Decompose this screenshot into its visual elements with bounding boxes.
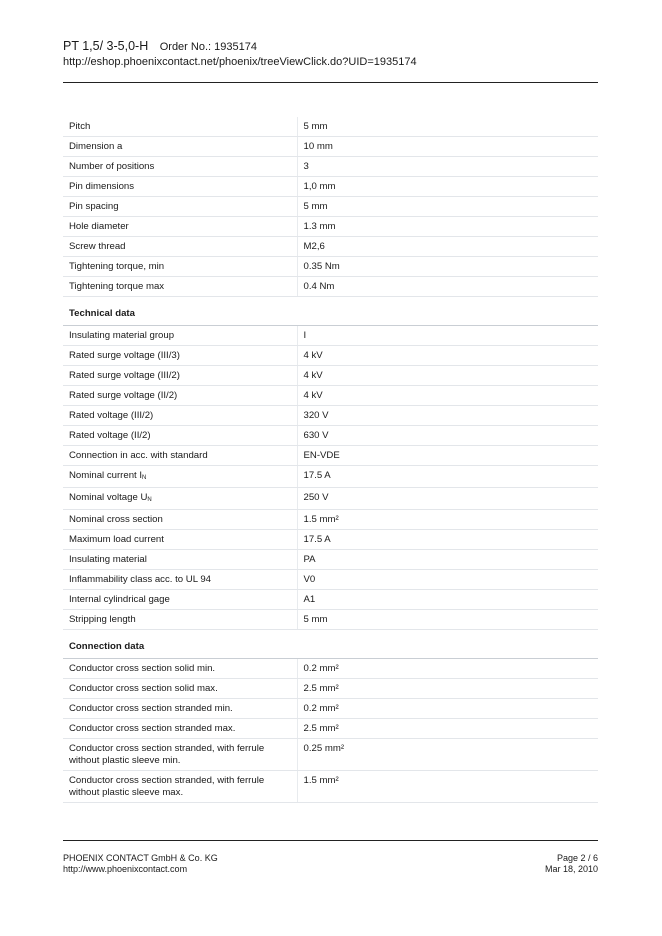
section-connection-data <box>63 630 598 659</box>
spec-label-cell <box>63 237 297 257</box>
spec-row <box>63 771 598 803</box>
company-name: PHOENIX CONTACT GmbH & Co. KG <box>63 853 218 863</box>
spec-row <box>63 217 598 237</box>
spec-label: Rated surge voltage (III/3) <box>69 350 180 361</box>
spec-value: M2,6 <box>297 237 598 257</box>
spec-label: Number of positions <box>69 161 155 172</box>
spec-label-cell <box>63 406 297 426</box>
spec-label-cell <box>63 257 297 277</box>
spec-label: Dimension a <box>69 141 123 152</box>
spec-label-cell <box>63 346 297 366</box>
spec-label-cell <box>63 771 297 803</box>
spec-label: Rated voltage (II/2) <box>69 430 151 441</box>
spec-label-cell <box>63 157 297 177</box>
spec-row <box>63 426 598 446</box>
order-number: Order No.: 1935174 <box>159 41 257 53</box>
spec-label-cell <box>63 366 297 386</box>
spec-label-cell <box>63 719 297 739</box>
spec-row <box>63 550 598 570</box>
spec-label: Screw thread <box>69 241 126 252</box>
spec-value: 4 kV <box>297 346 598 366</box>
spec-label-cell <box>63 466 297 488</box>
spec-label-cell <box>63 699 297 719</box>
spec-value: PA <box>297 550 598 570</box>
spec-label-subscript: N <box>147 497 152 503</box>
spec-label: Rated surge voltage (II/2) <box>69 390 178 401</box>
spec-label-cell <box>63 277 297 297</box>
spec-value: 17.5 A <box>297 466 598 488</box>
spec-label-cell <box>63 488 297 510</box>
spec-row <box>63 590 598 610</box>
spec-label: Tightening torque max <box>69 281 165 292</box>
product-name: PT 1,5/ 3-5,0-H <box>63 39 149 53</box>
spec-value: 1.5 mm² <box>297 771 598 803</box>
spec-label-cell <box>63 590 297 610</box>
spec-label: Tightening torque, min <box>69 261 165 272</box>
spec-row <box>63 679 598 699</box>
title-line <box>63 38 598 55</box>
spec-label: Stripping length <box>69 614 136 625</box>
spec-value: I <box>297 326 598 346</box>
company-website[interactable]: http://www.phoenixcontact.com <box>63 864 188 874</box>
spec-label: Maximum load current <box>69 534 164 545</box>
spec-value: 250 V <box>297 488 598 510</box>
spec-row <box>63 406 598 426</box>
page-header <box>63 38 598 70</box>
spec-value: 2.5 mm² <box>297 719 598 739</box>
spec-row <box>63 488 598 510</box>
spec-label: Connection in acc. with standard <box>69 450 208 461</box>
spec-value: 0.2 mm² <box>297 659 598 679</box>
spec-value: 0.35 Nm <box>297 257 598 277</box>
spec-label: Nominal voltage U <box>69 492 148 503</box>
spec-row <box>63 659 598 679</box>
spec-row <box>63 177 598 197</box>
spec-label: Pin dimensions <box>69 181 135 192</box>
spec-label-cell <box>63 386 297 406</box>
spec-row <box>63 257 598 277</box>
spec-row <box>63 570 598 590</box>
spec-row <box>63 510 598 530</box>
spec-label-subscript: N <box>142 475 147 481</box>
spec-label-cell <box>63 679 297 699</box>
spec-label: Insulating material <box>69 554 147 565</box>
spec-value: 1,0 mm <box>297 177 598 197</box>
spec-label-cell <box>63 550 297 570</box>
spec-row <box>63 137 598 157</box>
spec-label: Rated voltage (III/2) <box>69 410 154 421</box>
spec-label: Rated surge voltage (III/2) <box>69 370 180 381</box>
spec-label-cell <box>63 197 297 217</box>
print-date: Mar 18, 2010 <box>544 864 598 874</box>
spec-label-cell <box>63 117 297 137</box>
spec-label-cell <box>63 217 297 237</box>
spec-value: 5 mm <box>297 197 598 217</box>
spec-value: 630 V <box>297 426 598 446</box>
spec-label: Conductor cross section stranded max. <box>69 723 236 734</box>
spec-value: 5 mm <box>297 117 598 137</box>
spec-row <box>63 530 598 550</box>
spec-row <box>63 117 598 137</box>
spec-value: 17.5 A <box>297 530 598 550</box>
spec-row <box>63 366 598 386</box>
spec-label: Pitch <box>69 121 91 132</box>
spec-label-cell <box>63 610 297 630</box>
spec-label-cell <box>63 739 297 771</box>
spec-row <box>63 446 598 466</box>
spec-label: Conductor cross section solid max. <box>69 683 218 694</box>
spec-row <box>63 197 598 217</box>
spec-row <box>63 346 598 366</box>
spec-row <box>63 277 598 297</box>
spec-value: EN-VDE <box>297 446 598 466</box>
spec-value: 4 kV <box>297 386 598 406</box>
spec-label: Nominal current I <box>69 470 143 481</box>
spec-label: Conductor cross section stranded, with ferrule without plastic sleeve max. <box>69 775 265 798</box>
spec-row <box>63 610 598 630</box>
spec-label-cell <box>63 137 297 157</box>
spec-label-cell <box>63 570 297 590</box>
spec-label: Conductor cross section solid min. <box>69 663 216 674</box>
spec-row <box>63 386 598 406</box>
spec-label: Nominal cross section <box>69 514 163 525</box>
spec-value: 1.3 mm <box>297 217 598 237</box>
spec-value: 1.5 mm² <box>297 510 598 530</box>
spec-label-cell <box>63 326 297 346</box>
spec-label-cell <box>63 510 297 530</box>
section-technical-data <box>63 297 598 326</box>
spec-row <box>63 237 598 257</box>
spec-label-cell <box>63 530 297 550</box>
spec-row <box>63 719 598 739</box>
spec-label-cell <box>63 177 297 197</box>
spec-row <box>63 326 598 346</box>
spec-label: Conductor cross section stranded min. <box>69 703 233 714</box>
spec-value: 0.25 mm² <box>297 739 598 771</box>
spec-row <box>63 699 598 719</box>
spec-row <box>63 739 598 771</box>
footer-divider <box>63 840 598 841</box>
spec-value: 4 kV <box>297 366 598 386</box>
spec-row <box>63 157 598 177</box>
page-number: Page 2 / 6 <box>556 853 598 863</box>
spec-table <box>63 117 598 803</box>
spec-label: Pin spacing <box>69 201 119 212</box>
spec-label: Hole diameter <box>69 221 129 232</box>
spec-value: 2.5 mm² <box>297 679 598 699</box>
spec-content <box>63 117 598 803</box>
spec-label: Conductor cross section stranded, with ferrule without plastic sleeve min. <box>69 743 265 766</box>
spec-value: 0.4 Nm <box>297 277 598 297</box>
product-url[interactable]: http://eshop.phoenixcontact.net/phoenix/treeViewClick.do?UID=1935174 <box>63 56 417 68</box>
section-heading: Connection data <box>63 630 598 659</box>
spec-value: 320 V <box>297 406 598 426</box>
spec-label-cell <box>63 659 297 679</box>
spec-value: 5 mm <box>297 610 598 630</box>
spec-value: 0.2 mm² <box>297 699 598 719</box>
spec-label-cell <box>63 446 297 466</box>
spec-label: Insulating material group <box>69 330 175 341</box>
header-divider <box>63 82 598 83</box>
spec-value: 10 mm <box>297 137 598 157</box>
spec-value: V0 <box>297 570 598 590</box>
spec-label: Internal cylindrical gage <box>69 594 170 605</box>
spec-row <box>63 466 598 488</box>
spec-label: Inflammability class acc. to UL 94 <box>69 574 212 585</box>
section-heading: Technical data <box>63 297 598 326</box>
spec-label-cell <box>63 426 297 446</box>
spec-value: A1 <box>297 590 598 610</box>
spec-value: 3 <box>297 157 598 177</box>
